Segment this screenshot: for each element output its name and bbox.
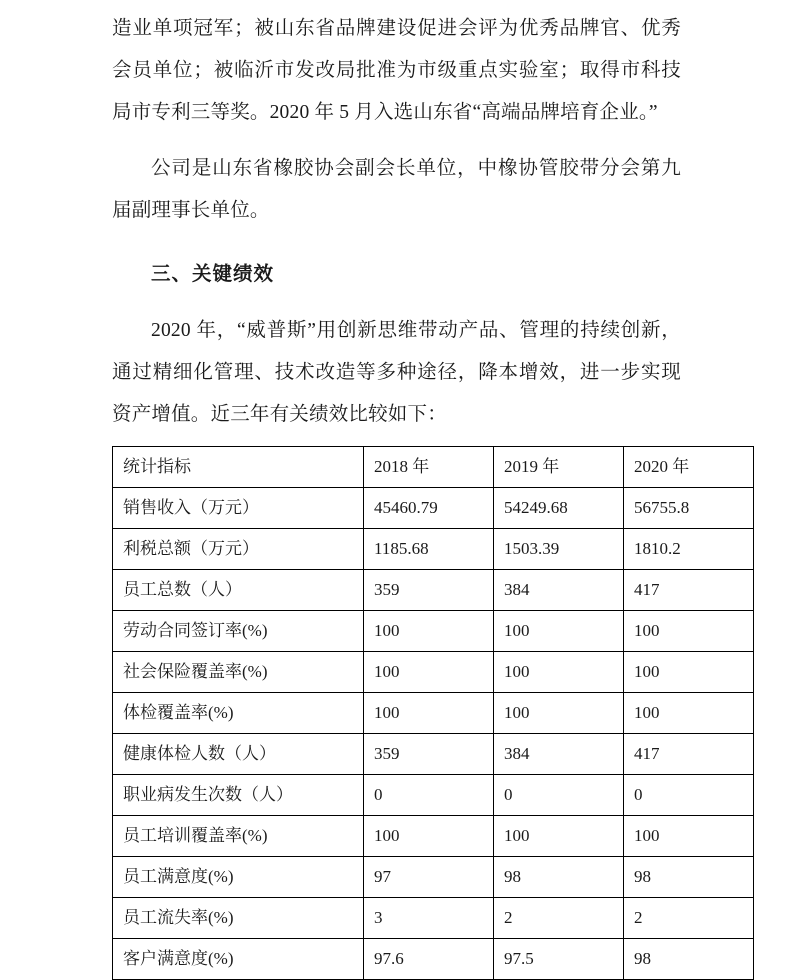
row-value-2020: 2 xyxy=(624,898,754,939)
row-label: 职业病发生次数（人） xyxy=(113,775,364,816)
table-row xyxy=(113,693,754,734)
row-value-2020: 100 xyxy=(624,816,754,857)
paragraph-spacer xyxy=(112,134,681,148)
row-value-2019: 54249.68 xyxy=(494,488,624,529)
row-label: 员工满意度(%) xyxy=(113,857,364,898)
table-row xyxy=(113,775,754,816)
row-value-2018: 100 xyxy=(364,652,494,693)
row-value-2018: 359 xyxy=(364,734,494,775)
row-label: 员工总数（人） xyxy=(113,570,364,611)
table-row xyxy=(113,570,754,611)
row-value-2019: 100 xyxy=(494,652,624,693)
row-label: 员工培训覆盖率(%) xyxy=(113,816,364,857)
paragraph-performance-intro: 2020 年，“威普斯”用创新思维带动产品、管理的持续创新，通过精细化管理、技术改造等多种途径，降本增效，进一步实现资产增值。近三年有关绩效比较如下： xyxy=(112,320,681,425)
paragraph-association-roles: 公司是山东省橡胶协会副会长单位，中橡协管胶带分会第九届副理事长单位。 xyxy=(112,158,681,221)
row-value-2018: 45460.79 xyxy=(364,488,494,529)
table-header-2019: 2019 年 xyxy=(494,447,624,488)
table-header-metric: 统计指标 xyxy=(113,447,364,488)
row-value-2019: 384 xyxy=(494,734,624,775)
table-row xyxy=(113,939,754,980)
table-row xyxy=(113,898,754,939)
row-value-2019: 97.5 xyxy=(494,939,624,980)
row-value-2019: 2 xyxy=(494,898,624,939)
row-label: 体检覆盖率(%) xyxy=(113,693,364,734)
section-spacer xyxy=(112,232,681,254)
row-value-2019: 384 xyxy=(494,570,624,611)
row-value-2018: 97 xyxy=(364,857,494,898)
table-row xyxy=(113,529,754,570)
row-value-2018: 3 xyxy=(364,898,494,939)
row-value-2018: 100 xyxy=(364,693,494,734)
row-label: 利税总额（万元） xyxy=(113,529,364,570)
section-heading-key-performance: 三、关键绩效 xyxy=(151,264,275,285)
row-label: 客户满意度(%) xyxy=(113,939,364,980)
row-value-2019: 100 xyxy=(494,816,624,857)
row-value-2018: 97.6 xyxy=(364,939,494,980)
row-value-2018: 0 xyxy=(364,775,494,816)
row-value-2020: 1810.2 xyxy=(624,529,754,570)
row-value-2018: 100 xyxy=(364,611,494,652)
row-value-2020: 0 xyxy=(624,775,754,816)
table-row xyxy=(113,488,754,529)
row-value-2019: 1503.39 xyxy=(494,529,624,570)
table-row xyxy=(113,734,754,775)
table-row xyxy=(113,816,754,857)
heading-spacer xyxy=(112,296,681,310)
performance-table xyxy=(112,446,754,980)
row-label: 劳动合同签订率(%) xyxy=(113,611,364,652)
row-value-2019: 100 xyxy=(494,693,624,734)
row-value-2018: 359 xyxy=(364,570,494,611)
table-header-2018: 2018 年 xyxy=(364,447,494,488)
table-header-2020: 2020 年 xyxy=(624,447,754,488)
table-body xyxy=(113,447,754,980)
table-header-row xyxy=(113,447,754,488)
row-value-2018: 1185.68 xyxy=(364,529,494,570)
row-label: 销售收入（万元） xyxy=(113,488,364,529)
row-label: 社会保险覆盖率(%) xyxy=(113,652,364,693)
row-value-2020: 417 xyxy=(624,734,754,775)
table-row xyxy=(113,857,754,898)
row-value-2020: 56755.8 xyxy=(624,488,754,529)
row-value-2019: 100 xyxy=(494,611,624,652)
row-value-2020: 98 xyxy=(624,857,754,898)
row-value-2020: 417 xyxy=(624,570,754,611)
row-value-2019: 98 xyxy=(494,857,624,898)
row-value-2019: 0 xyxy=(494,775,624,816)
row-label: 员工流失率(%) xyxy=(113,898,364,939)
row-value-2020: 100 xyxy=(624,693,754,734)
row-value-2020: 100 xyxy=(624,652,754,693)
row-label: 健康体检人数（人） xyxy=(113,734,364,775)
paragraph-company-honors: 造业单项冠军；被山东省品牌建设促进会评为优秀品牌官、优秀会员单位；被临沂市发改局批准为市级重点实验室；取得市科技局市专利三等奖。2020 年 5 月入选山东省“高端品牌培育企业。” xyxy=(112,18,681,123)
row-value-2020: 100 xyxy=(624,611,754,652)
table-row xyxy=(113,652,754,693)
row-value-2018: 100 xyxy=(364,816,494,857)
row-value-2020: 98 xyxy=(624,939,754,980)
table-row xyxy=(113,611,754,652)
